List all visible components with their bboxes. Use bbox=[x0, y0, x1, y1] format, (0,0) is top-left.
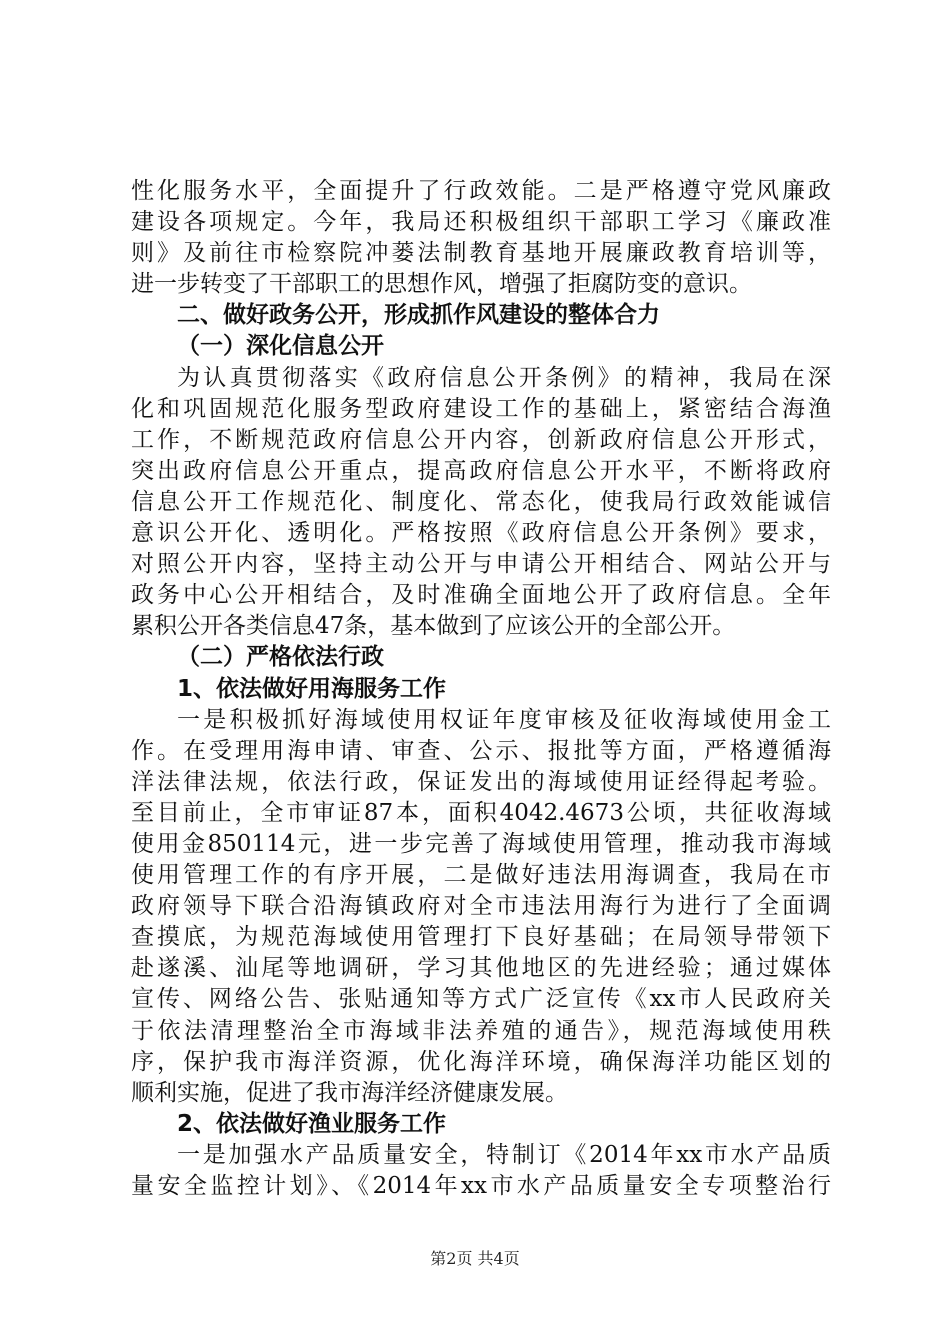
paragraph-line: 赴遂溪、汕尾等地调研，学习其他地区的先进经验；通过媒体 bbox=[131, 955, 831, 982]
page-footer: 第2页 共4页 bbox=[430, 1249, 520, 1268]
paragraph-line: 使用金850114元，进一步完善了海域使用管理，推动我市海域 bbox=[131, 830, 831, 857]
paragraph-line: 一是积极抓好海域使用权证年度审核及征收海域使用金工 bbox=[177, 706, 831, 733]
paragraph-line: 政务中心公开相结合，及时准确全面地公开了政府信息。全年 bbox=[131, 582, 831, 609]
paragraph-line: 信息公开工作规范化、制度化、常态化，使我局行政效能诚信 bbox=[131, 488, 831, 515]
paragraph-line: 建设各项规定。今年，我局还积极组织干部职工学习《廉政准 bbox=[131, 209, 831, 236]
paragraph-line: 作。在受理用海申请、审查、公示、报批等方面，严格遵循海 bbox=[131, 737, 831, 764]
paragraph-line: 使用管理工作的有序开展，二是做好违法用海调查，我局在市 bbox=[131, 862, 831, 889]
paragraph-line: 至目前止，全市审证87本，面积4042.4673公顷，共征收海域 bbox=[131, 799, 831, 826]
paragraph-line: 为认真贯彻落实《政府信息公开条例》的精神，我局在深 bbox=[177, 364, 831, 391]
paragraph-line: 化和巩固规范化服务型政府建设工作的基础上，紧密结合海渔 bbox=[131, 395, 831, 422]
paragraph-line: 突出政府信息公开重点，提高政府信息公开水平，不断将政府 bbox=[131, 457, 831, 484]
paragraph-line: 顺利实施，促进了我市海洋经济健康发展。 bbox=[131, 1079, 568, 1106]
paragraph-line: 政府领导下联合沿海镇政府对全市违法用海行为进行了全面调 bbox=[131, 893, 831, 920]
paragraph-line: 量安全监控计划》、《2014年xx市水产品质量安全专项整治行 bbox=[131, 1173, 831, 1199]
paragraph-line: 于依法清理整治全市海域非法养殖的通告》，规范海域使用秩 bbox=[131, 1017, 831, 1044]
document-body bbox=[131, 176, 831, 1202]
paragraph-line: 查摸底，为规范海域使用管理打下良好基础；在局领导带领下 bbox=[131, 924, 831, 951]
paragraph-line: 意识公开化、透明化。严格按照《政府信息公开条例》要求， bbox=[131, 520, 831, 547]
section-heading: 二、做好政务公开，形成抓作风建设的整体合力 bbox=[177, 302, 660, 329]
paragraph-line: 性化服务水平，全面提升了行政效能。二是严格遵守党风廉政 bbox=[131, 178, 831, 204]
paragraph-line: 工作，不断规范政府信息公开内容，创新政府信息公开形式， bbox=[131, 426, 831, 453]
paragraph-line: 洋法律法规，依法行政，保证发出的海域使用证经得起考验。 bbox=[131, 768, 831, 795]
paragraph-line: 累积公开各类信息47条，基本做到了应该公开的全部公开。 bbox=[131, 613, 736, 640]
paragraph-line: 序，保护我市海洋资源，优化海洋环境，确保海洋功能区划的 bbox=[131, 1048, 831, 1075]
section-heading: 1、依法做好用海服务工作 bbox=[177, 675, 447, 702]
paragraph-line: 对照公开内容，坚持主动公开与申请公开相结合、网站公开与 bbox=[131, 551, 831, 578]
section-heading: （二）严格依法行政 bbox=[177, 644, 384, 671]
paragraph-line: 则》及前往市检察院冲蒌法制教育基地开展廉政教育培训等， bbox=[131, 240, 831, 267]
paragraph-line: 进一步转变了干部职工的思想作风，增强了拒腐防变的意识。 bbox=[131, 271, 752, 298]
section-heading: （一）深化信息公开 bbox=[177, 333, 384, 360]
paragraph-line: 宣传、网络公告、张贴通知等方式广泛宣传《xx市人民政府关 bbox=[131, 986, 831, 1013]
section-heading: 2、依法做好渔业服务工作 bbox=[177, 1110, 447, 1137]
paragraph-line: 一是加强水产品质量安全，特制订《2014年xx市水产品质 bbox=[177, 1141, 831, 1168]
